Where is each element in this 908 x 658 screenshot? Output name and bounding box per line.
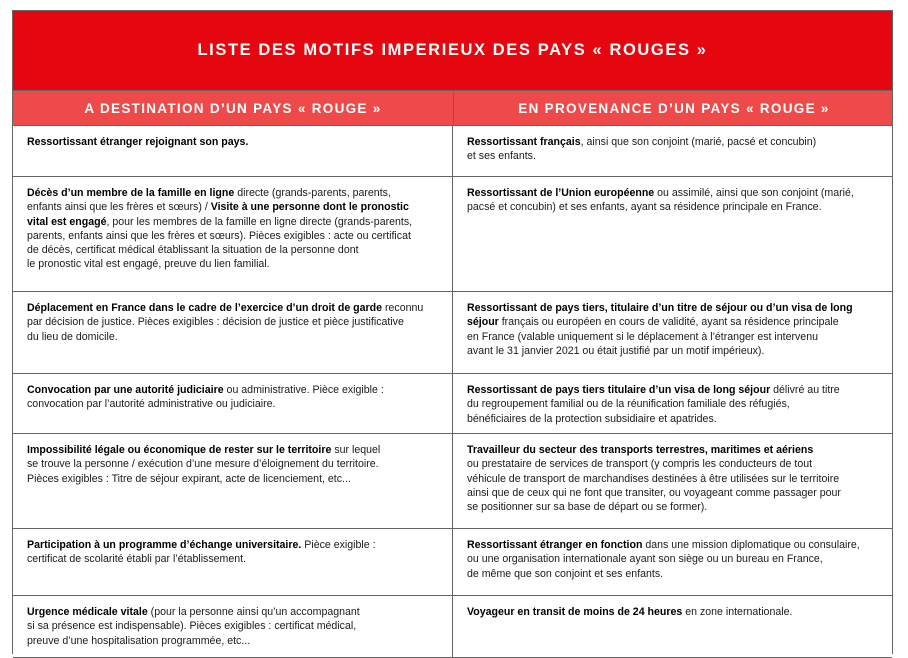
cell-line xyxy=(467,200,878,214)
cell-text: si sa présence est indispensable). Pièces exigibles : certificat médical, xyxy=(27,620,357,633)
cell-text: se positionner sur sa base de départ ou se former). xyxy=(467,501,708,514)
cell-line xyxy=(467,500,878,514)
cell-text: reconnu xyxy=(382,302,424,314)
cell-line xyxy=(27,538,438,552)
cell-line xyxy=(467,412,878,426)
cell-text: Pièces exigibles : Titre de séjour expirant, acte de licenciement, etc... xyxy=(27,472,351,485)
bold-text: Ressortissant étranger rejoignant son pays. xyxy=(27,136,249,148)
cell-line xyxy=(27,215,438,229)
cell-text: du lieu de domicile. xyxy=(27,330,118,343)
cell-text: , ainsi que son conjoint (marié, pacsé et concubin) xyxy=(580,136,817,148)
cell-line xyxy=(467,472,878,486)
cell-text: se trouve la personne / exécution d’une mesure d’éloignement du territoire. xyxy=(27,458,379,471)
table-row xyxy=(13,177,892,292)
cell-provenance xyxy=(453,126,892,176)
cell-destination xyxy=(13,177,453,291)
cell-text: ainsi que de ceux qui ne font que transiter, ou voyageant comme passager pour xyxy=(467,486,841,499)
cell-provenance xyxy=(453,596,892,657)
cell-line xyxy=(467,344,878,358)
cell-text: , pour les membres de la famille en ligne directe (grands-parents, xyxy=(106,215,413,228)
cell-line xyxy=(467,149,878,163)
cell-text: certificat de scolarité établi par l’établissement. xyxy=(27,553,247,566)
cell-text: Pièce exigible : xyxy=(301,539,376,551)
cell-line xyxy=(27,443,438,457)
cell-text: avant le 31 janvier 2021 ou était justifié par un motif impérieux). xyxy=(467,344,765,357)
cell-line xyxy=(27,301,438,315)
cell-line xyxy=(27,330,438,344)
table-row xyxy=(13,374,892,434)
bold-text: Ressortissant de pays tiers titulaire d’un visa de long séjour xyxy=(467,384,771,396)
cell-line xyxy=(467,457,878,471)
cell-line xyxy=(27,315,438,329)
bold-text: Urgence médicale vitale xyxy=(27,606,148,618)
cell-text: délivré au titre xyxy=(770,384,840,396)
cell-line xyxy=(467,567,878,581)
cell-provenance xyxy=(453,374,892,433)
cell-line xyxy=(467,315,878,329)
cell-destination xyxy=(13,434,453,528)
cell-text: et ses enfants. xyxy=(467,150,536,163)
cell-provenance xyxy=(453,177,892,291)
cell-line xyxy=(27,229,438,243)
cell-text: bénéficiaires de la protection subsidiaire et apatrides. xyxy=(467,412,717,425)
cell-text: du regroupement familial ou de la réunification familiale des réfugiés, xyxy=(467,398,790,411)
cell-line xyxy=(467,486,878,500)
bold-text: Ressortissant de pays tiers, titulaire d’un titre de séjour ou d’un visa de long xyxy=(467,302,853,314)
cell-line xyxy=(27,472,438,486)
cell-destination xyxy=(13,529,453,595)
cell-line xyxy=(467,383,878,397)
bold-text: séjour xyxy=(467,316,499,329)
cell-text: le pronostic vital est engagé, preuve du lien familial. xyxy=(27,258,270,271)
bold-text: Déplacement en France dans le cadre de l’exercice d’un droit de garde xyxy=(27,302,383,314)
cell-destination xyxy=(13,126,453,176)
cell-text: preuve d’une hospitalisation programmée, etc... xyxy=(27,634,251,647)
bold-text: vital est engagé xyxy=(27,215,107,228)
cell-line xyxy=(27,605,438,619)
bold-text: Ressortissant de l’Union européenne xyxy=(467,187,655,199)
bold-text: Convocation par une autorité judiciaire xyxy=(27,384,224,396)
table-title: LISTE DES MOTIFS IMPERIEUX DES PAYS « ROUGES » xyxy=(13,11,892,91)
column-header-provenance: EN PROVENANCE D’UN PAYS « ROUGE » xyxy=(518,100,830,116)
table-row xyxy=(13,529,892,596)
cell-provenance xyxy=(453,292,892,373)
cell-text: par décision de justice. Pièces exigibles : décision de justice et pièce justificative xyxy=(27,316,404,329)
bold-text: Impossibilité légale ou économique de rester sur le territoire xyxy=(27,444,332,456)
bold-text: Travailleur du secteur des transports terrestres, maritimes et aériens xyxy=(467,444,814,456)
cell-line xyxy=(27,552,438,566)
cell-text: enfants ainsi que les frères et sœurs) / xyxy=(27,201,211,214)
cell-line xyxy=(27,135,438,149)
motifs-table xyxy=(12,10,893,654)
cell-text: en zone internationale. xyxy=(682,606,793,618)
table-row xyxy=(13,292,892,374)
cell-line xyxy=(467,301,878,315)
table-body xyxy=(13,126,892,658)
cell-line xyxy=(27,457,438,471)
cell-line xyxy=(27,200,438,214)
cell-line xyxy=(27,383,438,397)
bold-text: Décès d’un membre de la famille en ligne xyxy=(27,187,235,199)
cell-destination xyxy=(13,596,453,657)
cell-text: de décès, certificat médical établissant la situation de la personne dont xyxy=(27,244,359,257)
cell-text: dans une mission diplomatique ou consulaire, xyxy=(642,539,860,551)
cell-line xyxy=(27,243,438,257)
cell-line xyxy=(467,538,878,552)
cell-text: ou administrative. Pièce exigible : xyxy=(223,384,384,396)
cell-text: pacsé et concubin) et ses enfants, ayant sa résidence principale en France. xyxy=(467,201,822,214)
cell-line xyxy=(467,397,878,411)
cell-text: directe (grands-parents, parents, xyxy=(234,187,391,199)
cell-text: ou une organisation internationale ayant son siège ou un bureau en France, xyxy=(467,553,823,566)
cell-destination xyxy=(13,374,453,433)
bold-text: Ressortissant étranger en fonction xyxy=(467,539,643,551)
cell-text: sur lequel xyxy=(331,444,381,456)
bold-text: Participation à un programme d’échange universitaire. xyxy=(27,539,302,551)
cell-line xyxy=(27,634,438,648)
cell-provenance xyxy=(453,529,892,595)
cell-line xyxy=(27,186,438,200)
cell-line xyxy=(27,397,438,411)
bold-text: Visite à une personne dont le pronostic xyxy=(210,201,409,214)
cell-destination xyxy=(13,292,453,373)
cell-text: en France (valable uniquement si le déplacement à l’étranger est intervenu xyxy=(467,330,818,343)
cell-text: ou prestataire de services de transport (y compris les conducteurs de tout xyxy=(467,458,813,471)
cell-text: de même que son conjoint et ses enfants. xyxy=(467,567,664,580)
cell-line xyxy=(27,619,438,633)
cell-line xyxy=(467,186,878,200)
cell-line xyxy=(27,257,438,271)
cell-line xyxy=(467,135,878,149)
bold-text: Ressortissant français xyxy=(467,136,581,148)
cell-text: convocation par l’autorité administrative ou judiciaire. xyxy=(27,398,276,411)
cell-line xyxy=(467,552,878,566)
column-headers xyxy=(13,91,892,126)
table-row xyxy=(13,126,892,177)
cell-line xyxy=(467,605,878,619)
cell-text: véhicule de transport de marchandises destinées à être utilisées sur le territoire xyxy=(467,472,840,485)
cell-text: ou assimilé, ainsi que son conjoint (marié, xyxy=(654,187,854,199)
cell-text: parents, enfants ainsi que les frères et sœurs). Pièces exigibles : acte ou certificat xyxy=(27,229,411,242)
bold-text: Voyageur en transit de moins de 24 heures xyxy=(467,606,683,618)
table-row xyxy=(13,434,892,529)
cell-line xyxy=(467,443,878,457)
cell-text: (pour la personne ainsi qu’un accompagnant xyxy=(147,606,360,618)
table-row xyxy=(13,596,892,658)
column-header-destination: A DESTINATION D’UN PAYS « ROUGE » xyxy=(13,91,454,125)
cell-provenance xyxy=(453,434,892,528)
cell-line xyxy=(467,330,878,344)
cell-text: français ou européen en cours de validité, ayant sa résidence principale xyxy=(498,316,839,329)
